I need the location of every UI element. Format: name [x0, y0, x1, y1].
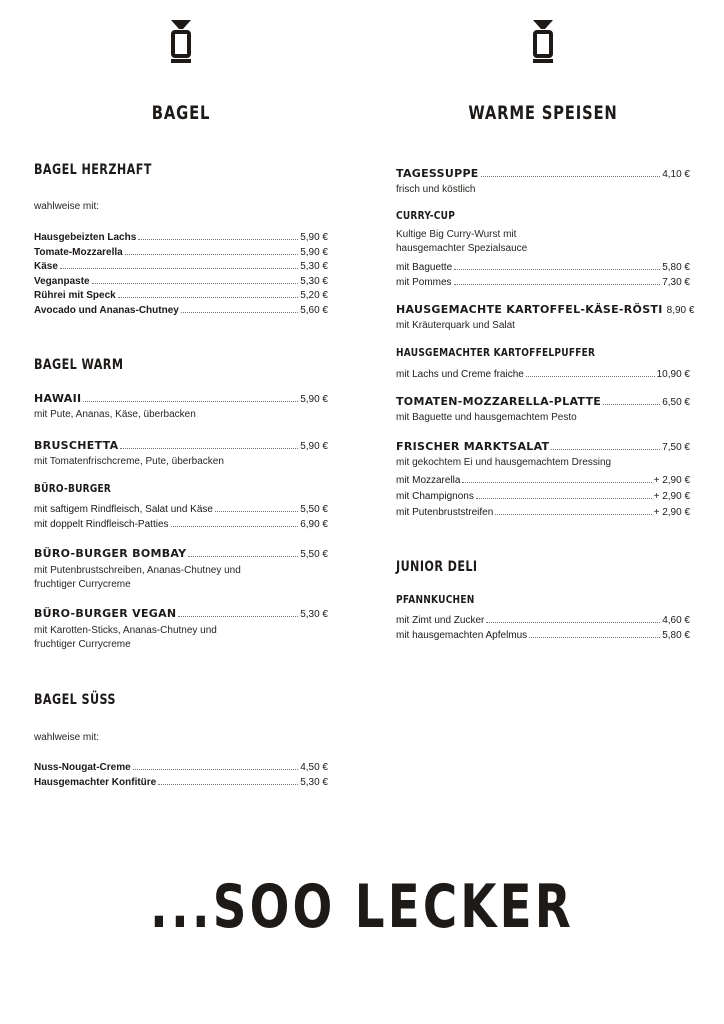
- bombay-row: BÜRO-BURGER BOMBAY 5,50 €: [34, 547, 328, 560]
- marktsalat-desc: mit gekochtem Ei und hausgemachtem Dressing: [396, 457, 612, 468]
- menu-row: mit Zimt und Zucker 4,60 €: [396, 615, 690, 626]
- menu-row: Avocado und Ananas-Chutney 5,60 €: [34, 305, 328, 316]
- menu-row: mit Putenbruststreifen + 2,90 €: [396, 507, 690, 518]
- bagel-warm-title: BAGEL WARM: [34, 357, 124, 373]
- menu-row: mit Lachs und Creme fraiche 10,90 €: [396, 369, 690, 380]
- bruschetta-row: BRUSCHETTA 5,90 €: [34, 439, 328, 452]
- menu-row: Hausgebeizten Lachs 5,90 €: [34, 232, 328, 243]
- brand-logo-icon: [533, 20, 553, 64]
- bruschetta-desc: mit Tomatenfrischcreme, Pute, überbacken: [34, 456, 224, 467]
- vegan-row: BÜRO-BURGER VEGAN 5,30 €: [34, 607, 328, 620]
- menu-row: Rührei mit Speck 5,20 €: [34, 290, 328, 301]
- herzhaft-note: wahlweise mit:: [34, 201, 100, 212]
- bombay-desc: mit Putenbrustschreiben, Ananas-Chutney und: [34, 565, 241, 576]
- menu-row: mit Pommes 7,30 €: [396, 277, 690, 288]
- curry-cup-title: CURRY-CUP: [396, 209, 456, 222]
- buero-burger-title: BÜRO-BURGER: [34, 482, 112, 495]
- marktsalat-row: FRISCHER MARKTSALAT 7,50 €: [396, 440, 690, 453]
- menu-row: Hausgemachter Konfitüre 5,30 €: [34, 777, 328, 788]
- junior-deli-title: JUNIOR DELI: [396, 559, 478, 575]
- vegan-desc: fruchtiger Currycreme: [34, 639, 131, 650]
- bombay-desc: fruchtiger Currycreme: [34, 579, 131, 590]
- menu-row: mit doppelt Rindfleisch-Patties 6,90 €: [34, 519, 328, 530]
- menu-row: mit Mozzarella + 2,90 €: [396, 475, 690, 486]
- hawaii-row: HAWAII 5,90 €: [34, 392, 328, 405]
- hawaii-desc: mit Pute, Ananas, Käse, überbacken: [34, 409, 196, 420]
- menu-row: mit Baguette 5,80 €: [396, 262, 690, 273]
- menu-row: Nuss-Nougat-Creme 4,50 €: [34, 762, 328, 773]
- slogan: ...SOO LECKER: [150, 872, 574, 942]
- tagessuppe-row: TAGESSUPPE 4,10 €: [396, 167, 690, 180]
- kartoffelpuffer-title: HAUSGEMACHTER KARTOFFELPUFFER: [396, 346, 596, 359]
- bagel-suess-title: BAGEL SÜSS: [34, 692, 116, 708]
- menu-row: mit Champignons + 2,90 €: [396, 491, 690, 502]
- bagel-herzhaft-title: BAGEL HERZHAFT: [34, 162, 152, 178]
- curry-desc: Kultige Big Curry-Wurst mit: [396, 229, 517, 240]
- curry-desc: hausgemachter Spezialsauce: [396, 243, 528, 254]
- suess-note: wahlweise mit:: [34, 732, 100, 743]
- platte-row: TOMATEN-MOZZARELLA-PLATTE 6,50 €: [396, 395, 690, 408]
- menu-row: mit hausgemachten Apfelmus 5,80 €: [396, 630, 690, 641]
- roesti-row: HAUSGEMACHTE KARTOFFEL-KÄSE-RÖSTI 8,90 €: [396, 303, 695, 316]
- warme-speisen-heading: WARME SPEISEN: [468, 102, 618, 124]
- roesti-desc: mit Kräuterquark und Salat: [396, 320, 515, 331]
- menu-row: mit saftigem Rindfleisch, Salat und Käse 5,50 €: [34, 504, 328, 515]
- pfannkuchen-title: PFANNKUCHEN: [396, 593, 475, 606]
- menu-row: Käse 5,30 €: [34, 261, 328, 272]
- menu-row: Veganpaste 5,30 €: [34, 276, 328, 287]
- brand-logo-icon: [171, 20, 191, 64]
- tagessuppe-desc: frisch und köstlich: [396, 184, 476, 195]
- menu-row: Tomate-Mozzarella 5,90 €: [34, 247, 328, 258]
- vegan-desc: mit Karotten-Sticks, Ananas-Chutney und: [34, 625, 217, 636]
- platte-desc: mit Baguette und hausgemachtem Pesto: [396, 412, 577, 423]
- bagel-heading: BAGEL: [151, 102, 211, 124]
